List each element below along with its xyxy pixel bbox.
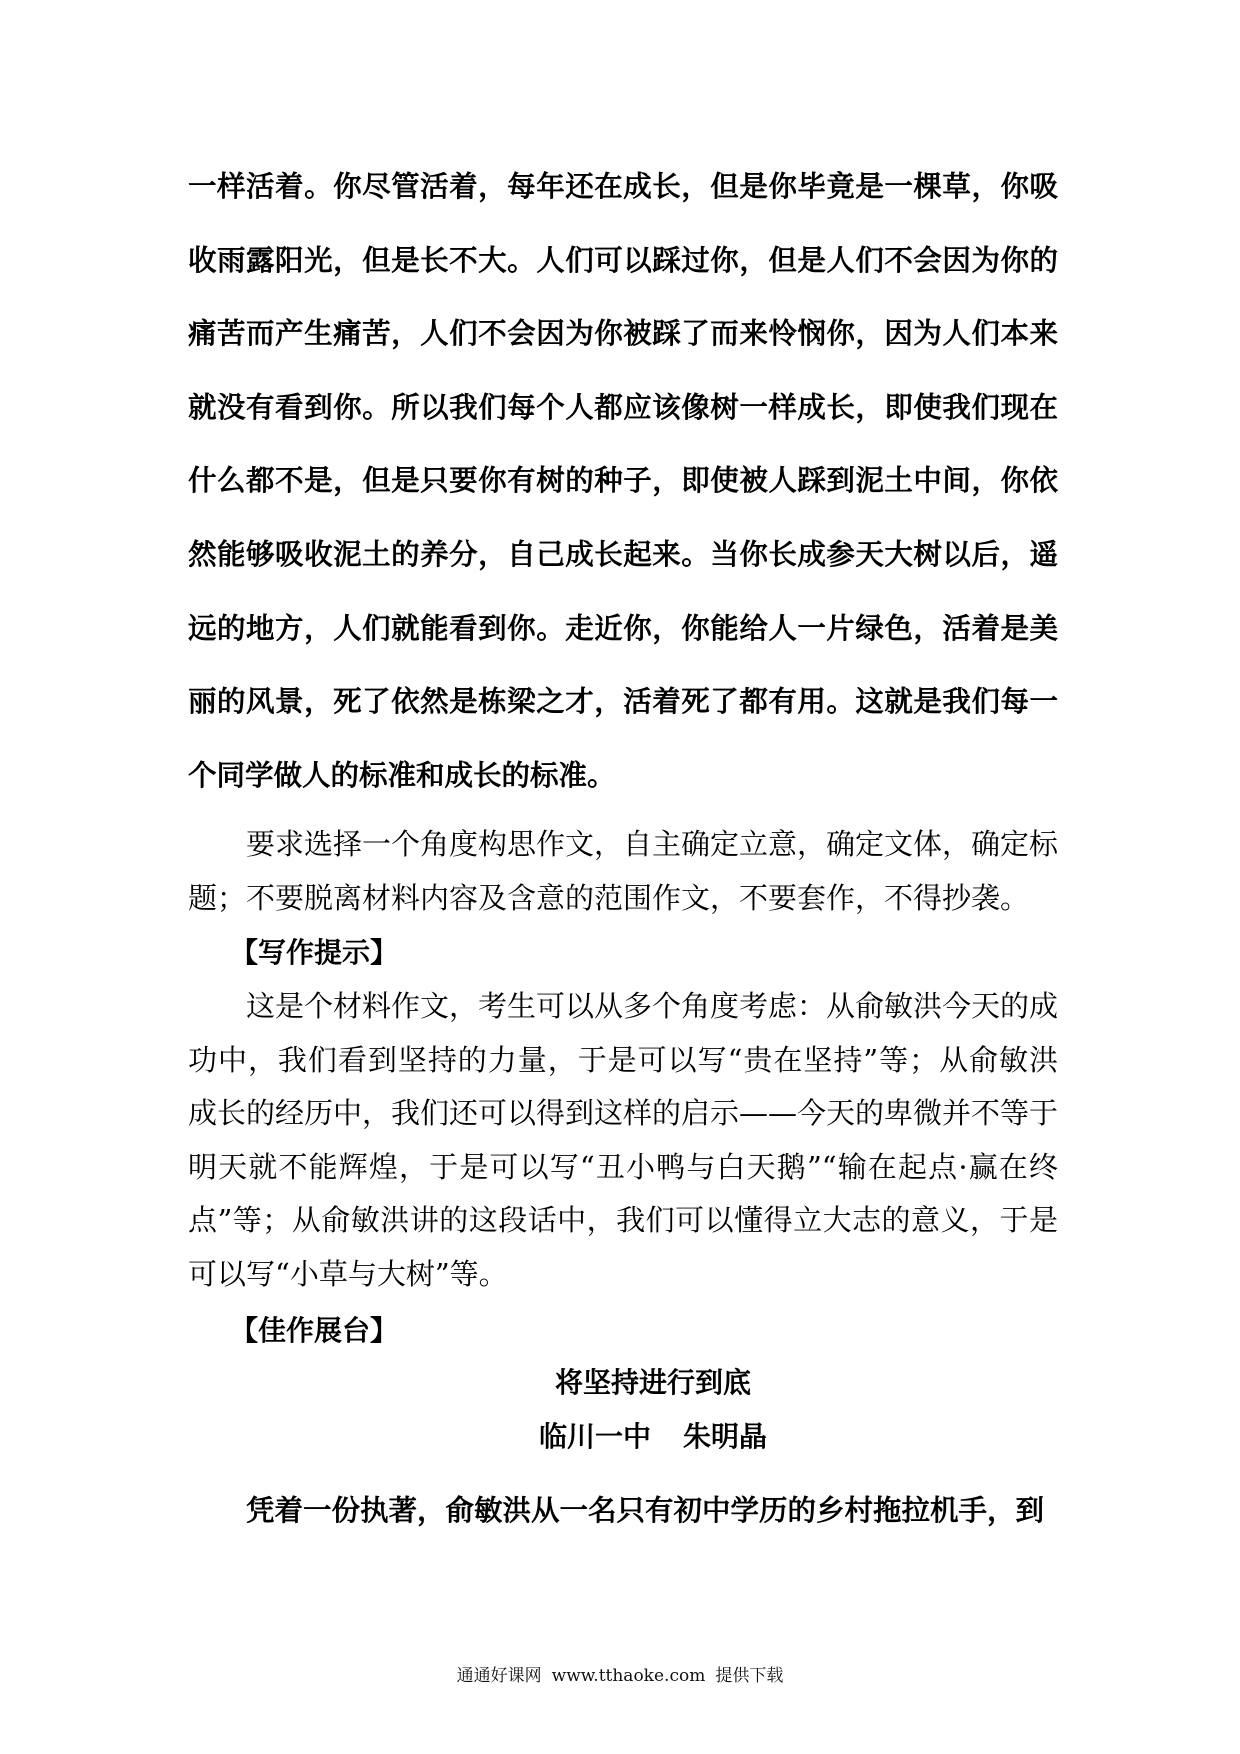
- heading-writing-tips: 【写作提示】: [230, 936, 399, 970]
- heading-showcase: 【佳作展台】: [230, 1314, 399, 1348]
- author-name: 朱明晶: [683, 1420, 768, 1454]
- document-body: [188, 150, 1058, 1548]
- essay-author: [188, 1408, 1058, 1466]
- essay-title: 将坚持进行到底: [554, 1366, 751, 1400]
- material-paragraph: 一样活着。你尽管活着，每年还在成长，但是你毕竟是一棵草，你吸收雨露阳光，但是长不大。人们可以踩过你，但是人们不会因为你的痛苦而产生痛苦，人们不会因为你被踩了而来怜悯你，因为人们本来就没有看到你。所以我们每个人都应该像树一样成长，即使我们现在什么都不是，但是只要你有树的种子，即使被人踩到泥土中间，你依然能够吸收泥土的养分，自己成长起来。当你长成参天大树以后，遥远的地方，人们就能看到你。走近你，你能给人一片绿色，活着是美丽的风景，死了依然是栋梁之才，活着死了都有用。这就是我们每一个同学做人的标准和成长的标准。: [188, 170, 1058, 792]
- tips-paragraph: 这是个材料作文，考生可以从多个角度考虑：从俞敏洪今天的成功中，我们看到坚持的力量，于是可以写“贵在坚持”等；从俞敏洪成长的经历中，我们还可以得到这样的启示——今天的卑微并不等于明天就不能辉煌，于是可以写“丑小鸭与白天鹅”“输在起点·赢在终点”等；从俞敏洪讲的这段话中，我们可以懂得立大志的意义，于是可以写“小草与大树”等。: [188, 989, 1059, 1291]
- requirement-paragraph: 要求选择一个角度构思作文，自主确定立意，确定文体，确定标题；不要脱离材料内容及含意的范围作文，不要套作，不得抄袭。: [188, 827, 1059, 915]
- author-school: 临川一中: [538, 1420, 651, 1454]
- essay-first-paragraph: 凭着一份执著，俞敏洪从一名只有初中学历的乡村拖拉机手，到: [246, 1494, 1045, 1528]
- footer-site-name: 通通好课网: [456, 1666, 542, 1686]
- page-footer: [0, 1661, 1240, 1686]
- footer-url[interactable]: www.tthaoke.com: [551, 1666, 706, 1686]
- footer-note: 提供下载: [715, 1666, 784, 1686]
